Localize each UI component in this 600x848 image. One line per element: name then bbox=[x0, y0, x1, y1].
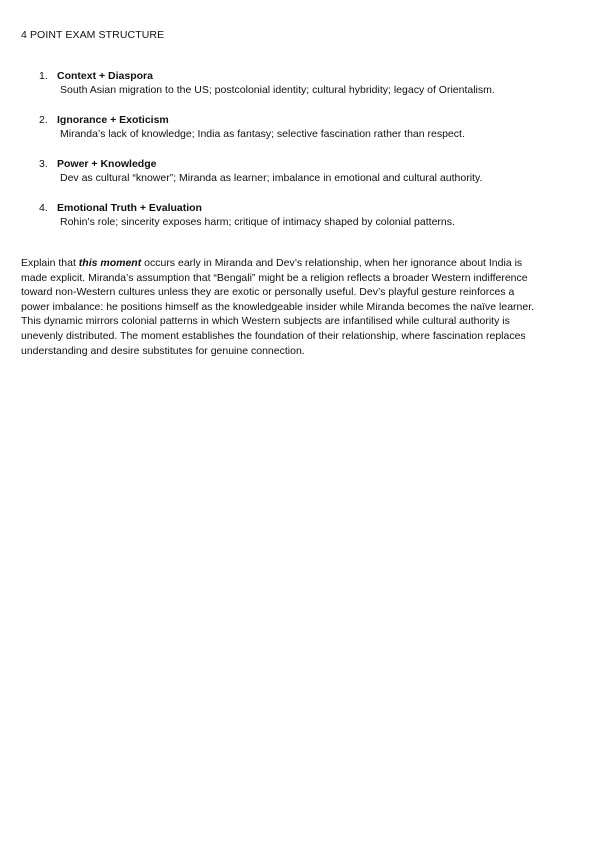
explanation-lead: Explain that bbox=[21, 257, 79, 269]
exam-point-3 bbox=[0, 157, 600, 201]
exam-point-2 bbox=[0, 113, 600, 157]
document-title: 4 POINT EXAM STRUCTURE bbox=[21, 29, 165, 41]
point-number: 4. bbox=[39, 202, 48, 214]
point-description: Dev as cultural “knower”; Miranda as learner; imbalance in emotional and cultural authority. bbox=[60, 172, 483, 184]
exam-point-1 bbox=[0, 69, 600, 113]
point-number: 1. bbox=[39, 70, 48, 82]
explanation-body: occurs early in Miranda and Dev’s relationship, when her ignorance about India is made explicit. Miranda’s assumption that “Bengali” might be a religion reflects a broader Western indifference toward non-Western cultures unless they are exotic or personally useful. Dev’s playful gesture reinforces a power imbalance: he positions himself as the knowledgeable insider while Miranda becomes the naïve learner. This dynamic mirrors colonial patterns in which Western subjects are infantilised while cultural authority is unevenly distributed. The moment establishes the foundation of their relationship, where fascination replaces understanding and desire substitutes for genuine connection. bbox=[21, 257, 535, 357]
point-number: 2. bbox=[39, 114, 48, 126]
point-number: 3. bbox=[39, 158, 48, 170]
explanation-emphasis: this moment bbox=[78, 257, 142, 269]
point-description: Miranda’s lack of knowledge; India as fantasy; selective fascination rather than respect. bbox=[60, 128, 465, 140]
point-heading: Context + Diaspora bbox=[57, 70, 153, 82]
exam-point-4 bbox=[0, 201, 600, 245]
point-description: Rohin’s role; sincerity exposes harm; critique of intimacy shaped by colonial patterns. bbox=[60, 216, 455, 228]
point-heading: Ignorance + Exoticism bbox=[57, 114, 169, 126]
exam-point-list bbox=[0, 69, 600, 245]
point-heading: Emotional Truth + Evaluation bbox=[57, 202, 202, 214]
point-heading: Power + Knowledge bbox=[57, 158, 157, 170]
explanation-paragraph bbox=[21, 256, 536, 358]
point-description: South Asian migration to the US; postcolonial identity; cultural hybridity; legacy of Orientalism. bbox=[60, 84, 495, 96]
